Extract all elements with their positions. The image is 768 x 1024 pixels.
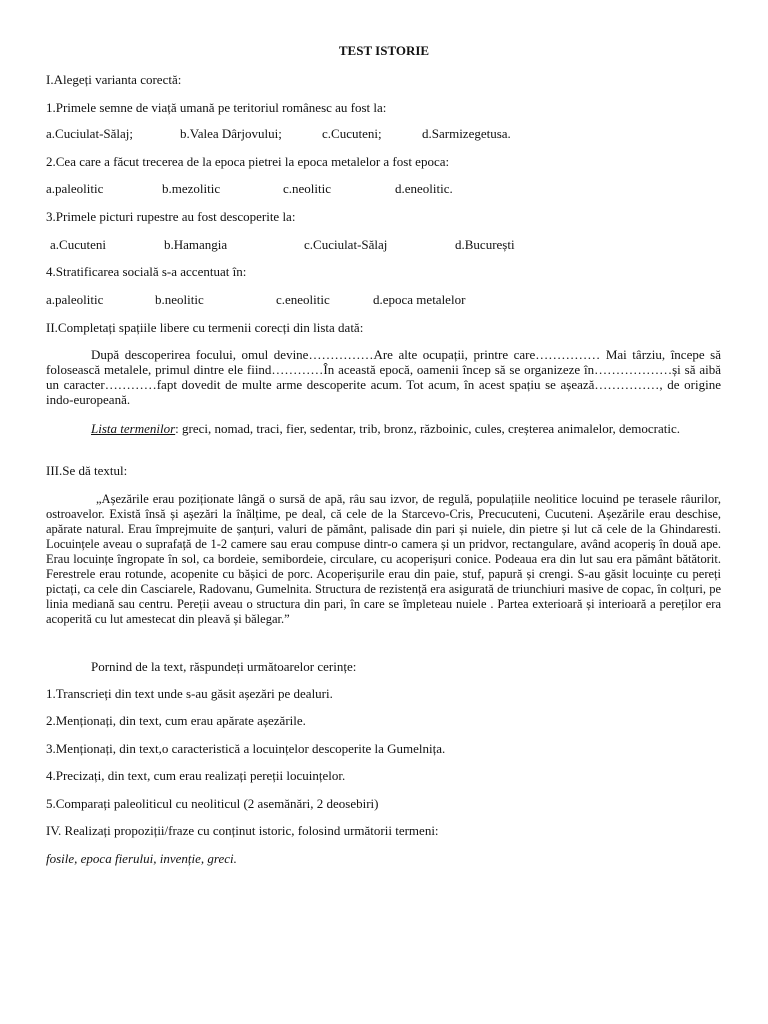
question-3: 3.Primele picturi rupestre au fost descoperite la: xyxy=(46,209,296,224)
text-question-4: 4.Precizați, din text, cum erau realizați pereții locuințelor. xyxy=(46,768,346,783)
section-2-heading: II.Completați spațiile libere cu termenii corecți din lista dată: xyxy=(46,320,364,335)
terms-list-colon: : xyxy=(175,421,179,436)
q2-option-d: d.eneolitic. xyxy=(395,181,453,196)
section-1-heading: I.Alegeți varianta corectă: xyxy=(46,72,182,87)
text-question-2: 2.Menționați, din text, cum erau apărate așezările. xyxy=(46,713,306,728)
text-question-1: 1.Transcrieți din text unde s-au găsit așezări pe dealuri. xyxy=(46,686,333,701)
q2-option-b: b.mezolitic xyxy=(162,181,221,196)
section-4-heading: IV. Realizați propoziții/fraze cu conținut istoric, folosind următorii termeni: xyxy=(46,823,439,838)
q4-option-d: d.epoca metalelor xyxy=(373,292,466,307)
terms-list-values: greci, nomad, traci, fier, sedentar, trib, bronz, războinic, cules, creșterea animalelor, democratic. xyxy=(178,421,681,436)
q4-option-b: b.neolitic xyxy=(155,292,204,307)
q2-option-c: c.neolitic xyxy=(283,181,332,196)
page-title: TEST ISTORIE xyxy=(338,43,430,58)
terms-list-label: Lista termenilor xyxy=(91,421,176,436)
q3-option-b: b.Hamangia xyxy=(164,237,228,252)
terms-list xyxy=(46,421,721,436)
q1-option-a: a.Cuciulat-Sălaj; xyxy=(46,126,134,141)
text-question-5: 5.Comparați paleoliticul cu neoliticul (2 asemănări, 2 deosebiri) xyxy=(46,796,379,811)
q4-option-c: c.eneolitic xyxy=(276,292,330,307)
q1-option-c: c.Cucuteni; xyxy=(322,126,382,141)
q3-option-a: a.Cucuteni xyxy=(50,237,106,252)
q3-option-d: d.București xyxy=(455,237,515,252)
q1-option-b: b.Valea Dârjovului; xyxy=(180,126,282,141)
section-3-heading: III.Se dă textul: xyxy=(46,463,128,478)
fill-in-paragraph: După descoperirea focului, omul devine……………Are alte ocupații, printre care…………… Mai târziu, începe să folosească metalele, primul dintre ele fiind…………În această epocă, oamenii încep să se organizeze în………………și să aibă un caracter…………fapt dovedit de multe arme descoperite acum. Tot acum, în acest spațiu se așează……………, de origine indo-europeană. xyxy=(46,347,721,407)
q2-option-a: a.paleolitic xyxy=(46,181,104,196)
section-3-prompt: Pornind de la text, răspundeți următoarelor cerințe: xyxy=(91,659,357,674)
question-1: 1.Primele semne de viață umană pe teritoriul românesc au fost la: xyxy=(46,100,387,115)
text-question-3: 3.Menționați, din text,o caracteristică a locuințelor descoperite la Gumelnița. xyxy=(46,741,446,756)
q3-option-c: c.Cuciulat-Sălaj xyxy=(304,237,388,252)
source-text-quote: „Așezările erau poziționate lângă o sursă de apă, râu sau izvor, de regulă, populațiile neolitice locuind pe terasele râurilor, ostroavelor. Există însă și așezări la înălțime, pe deal, că cele de la Starcevo-Cris, Precucuteni, Cucuteni. Așezările erau deschise, apărate natural. Erau împrejmuite de șanțuri, valuri de pământ, palisade din pari și nuiele, din pietre și lut că cele de la Ghindaresti. Locuințele aveau o suprafață de 1-2 camere sau erau compuse dintr-o camera și un pridvor, rectangulare, având acoperiș în două ape. Erau locuințe îngropate în sol, ca bordeie, semibordeie, circulare, cu acoperișuri conice. Podeaua era din lut sau era pământ bătătorit. Ferestrele erau rotunde, acopenite cu bășici de porc. Acoperișurile erau din paie, stuf, papură și crengi. S-au găsit locuințe cu pereți pictați, ca cele din Casciarele, Radovanu, Gumelnita. Structura de rezistență era asigurată de triunchiuri masive de copac, în colțuri, pe linia mediană sau centru. Pereții aveau o structura din pari, în care se împleteau nuiele . Partea exterioară și interioară a pereților era acoperită cu lut amestecat din pleavă și bălegar.” xyxy=(46,492,721,626)
q4-option-a: a.paleolitic xyxy=(46,292,104,307)
question-4: 4.Stratificarea socială s-a accentuat în: xyxy=(46,264,247,279)
q1-option-d: d.Sarmizegetusa. xyxy=(422,126,511,141)
section-4-terms: fosile, epoca fierului, invenție, greci. xyxy=(46,851,237,866)
question-2: 2.Cea care a făcut trecerea de la epoca pietrei la epoca metalelor a fost epoca: xyxy=(46,154,450,169)
